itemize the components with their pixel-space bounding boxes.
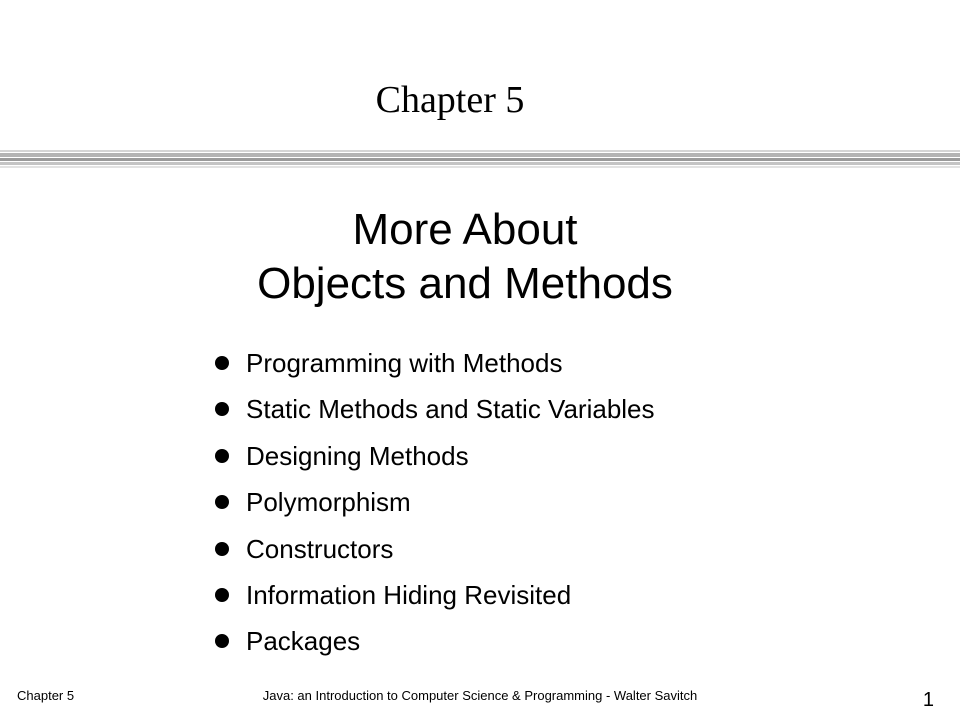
list-item-label: Information Hiding Revisited xyxy=(246,579,572,610)
list-item xyxy=(215,482,655,528)
list-item xyxy=(215,436,655,482)
header-divider xyxy=(0,150,960,168)
topic-list xyxy=(215,343,655,668)
bullet-icon xyxy=(215,588,229,602)
list-item-label: Polymorphism xyxy=(246,487,411,518)
footer-chapter: Chapter 5 xyxy=(17,688,75,703)
list-item-label: Static Methods and Static Variables xyxy=(246,394,655,425)
list-item xyxy=(215,389,655,435)
list-item-label: Programming with Methods xyxy=(246,348,563,378)
list-item xyxy=(215,343,655,389)
bullet-icon xyxy=(215,634,229,648)
chapter-heading: Chapter 5 xyxy=(375,79,525,121)
list-item xyxy=(215,529,655,575)
bullet-icon xyxy=(215,449,229,463)
footer-book-title: Java: an Introduction to Computer Science & Programming - Walter Savitch xyxy=(262,688,698,703)
bullet-icon xyxy=(215,495,229,509)
bullet-icon xyxy=(215,402,229,416)
slide-title xyxy=(0,203,930,311)
list-item xyxy=(215,621,655,667)
list-item xyxy=(215,575,655,621)
list-item-label: Constructors xyxy=(246,533,394,564)
page-number: 1 xyxy=(922,689,934,711)
slide-title-line-1: More About xyxy=(352,205,578,254)
list-item-label: Packages xyxy=(246,626,361,657)
bullet-icon xyxy=(215,542,229,556)
bullet-icon xyxy=(215,356,229,370)
slide-title-line-2: Objects and Methods xyxy=(257,259,673,308)
list-item-label: Designing Methods xyxy=(246,440,469,471)
